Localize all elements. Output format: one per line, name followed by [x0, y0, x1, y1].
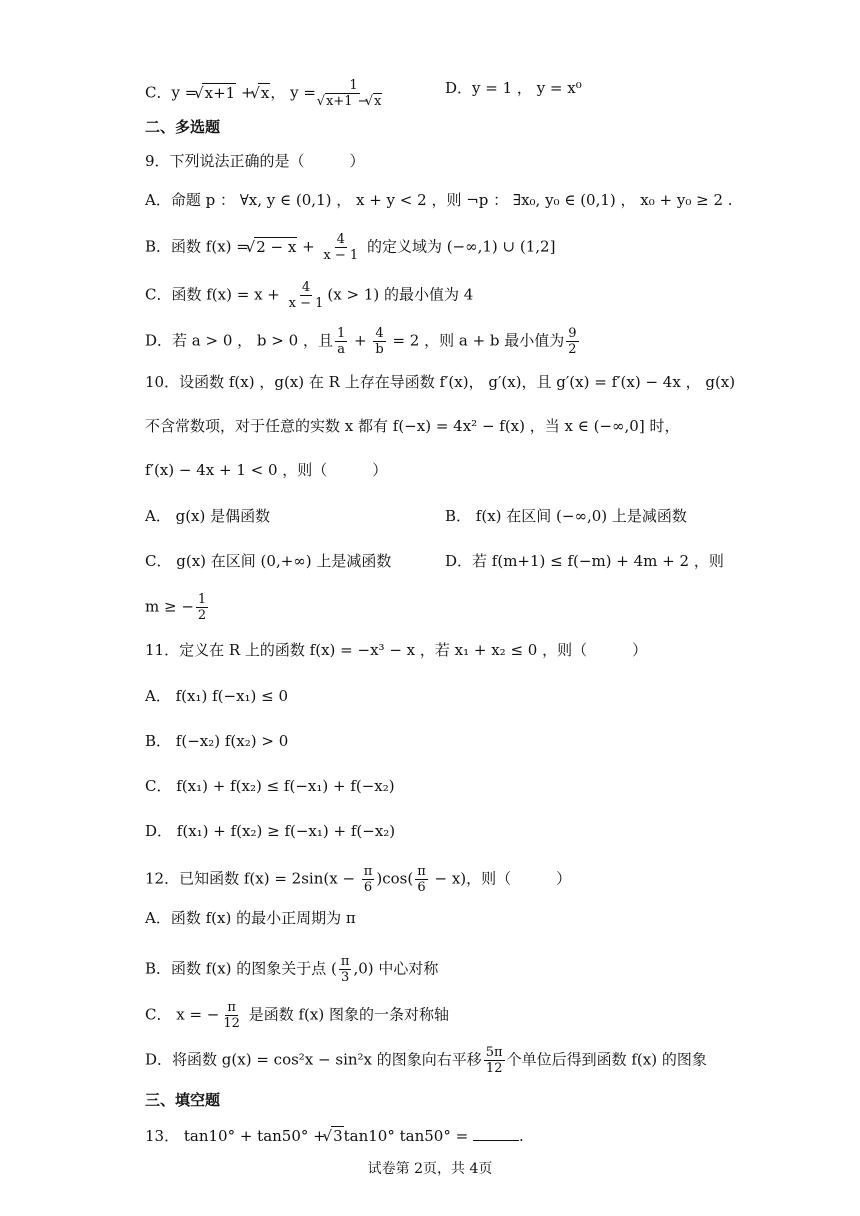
- q10-stem-line2: 不含常数项，对于任意的实数 x 都有 f(−x) = 4x² − f(x) ，当 x ∈ (−∞,0] 时，: [145, 417, 680, 435]
- q10-option-d: D．若 f(m+1) ≤ f(−m) + 4m + 2 ，则: [445, 552, 724, 570]
- q8-option-c: C．y = √ x+1 + √ x， y = 1 √ x+1 − √ x: [145, 78, 386, 109]
- q9-option-d: D．若 a > 0 ， b > 0 ，且 $\frac{1}{a}$ + $\frac{4}{b}$ = 2 ，则 a + b 最小值为 $\frac{9}{2}$: [145, 326, 577, 357]
- q8-option-d: D．y = 1 ， y = x⁰: [445, 79, 582, 97]
- q11-stem: 11．定义在 R 上的函数 f(x) = −x³ − x ，若 x₁ + x₂ ≤ 0 ，则（ ）: [145, 641, 648, 659]
- answer-blank: [473, 1126, 519, 1141]
- section-multi-choice: 二、多选题: [145, 118, 221, 136]
- q11-option-c: C． f(x₁) + f(x₂) ≤ f(−x₁) + f(−x₂): [145, 777, 395, 795]
- section-fill-blank: 三、填空题: [145, 1091, 221, 1109]
- q12-option-b: B．函数 f(x) 的图象关于点 ( $\frac{\pi}{3}$ ,0) 中心对称: [145, 954, 439, 985]
- q9-option-c: C．函数 f(x) = x + $\frac{4}{x - 1}$ (x > 1) 的最小值为 4: [145, 280, 474, 311]
- q10-stem-line1: 10．设函数 f(x) ，g(x) 在 R 上存在导函数 f′(x)， g′(x)，且 g′(x) = f′(x) − 4x ， g(x): [145, 373, 736, 391]
- q9-stem: 9．下列说法正确的是（ ）: [145, 152, 365, 170]
- q12-stem: 12．已知函数 f(x) = 2sin(x − $\frac{\pi}{6}$ )cos( $\frac{\pi}{6}$ − x)，则（ ）: [145, 864, 572, 895]
- q10-stem-line3: f′(x) − 4x + 1 < 0 ，则（ ）: [145, 461, 388, 479]
- q10-option-c: C． g(x) 在区间 (0,+∞) 上是减函数: [145, 552, 392, 570]
- q13-stem: 13． tan10° + tan50° + √ 3tan10° tan50° = .: [145, 1126, 524, 1146]
- q12-option-a: A．函数 f(x) 的最小正周期为 π: [145, 909, 356, 927]
- q10-option-a: A． g(x) 是偶函数: [145, 507, 271, 525]
- q9-option-a: A．命题 p ： ∀x, y ∈ (0,1) ， x + y < 2 ，则 ¬p ： ∃x₀, y₀ ∈ (0,1) ， x₀ + y₀ ≥ 2 .: [145, 191, 733, 209]
- q11-option-a: A． f(x₁) f(−x₁) ≤ 0: [145, 687, 289, 705]
- q10-option-d-cont: m ≥ − $\frac{1}{2}$: [145, 592, 207, 623]
- q12-option-c: C． x = − $\frac{\pi}{12}$ 是函数 f(x) 图象的一条对称轴: [145, 1000, 449, 1031]
- q12-option-d: D．将函数 g(x) = cos²x − sin²x 的图象向右平移 $\frac{5\pi}{12}$ 个单位后得到函数 f(x) 的图象: [145, 1045, 707, 1076]
- page-footer: 试卷第 2页，共 4页: [367, 1161, 493, 1177]
- q11-option-b: B． f(−x₂) f(x₂) > 0: [145, 732, 289, 750]
- q10-option-b: B． f(x) 在区间 (−∞,0) 上是减函数: [445, 507, 687, 525]
- q11-option-d: D． f(x₁) + f(x₂) ≥ f(−x₁) + f(−x₂): [145, 822, 396, 840]
- q9-option-b: B．函数 f(x) = √ 2 − x + $\frac{4}{x - 1}$ 的定义域为 (−∞,1) ∪ (1,2]: [145, 232, 555, 263]
